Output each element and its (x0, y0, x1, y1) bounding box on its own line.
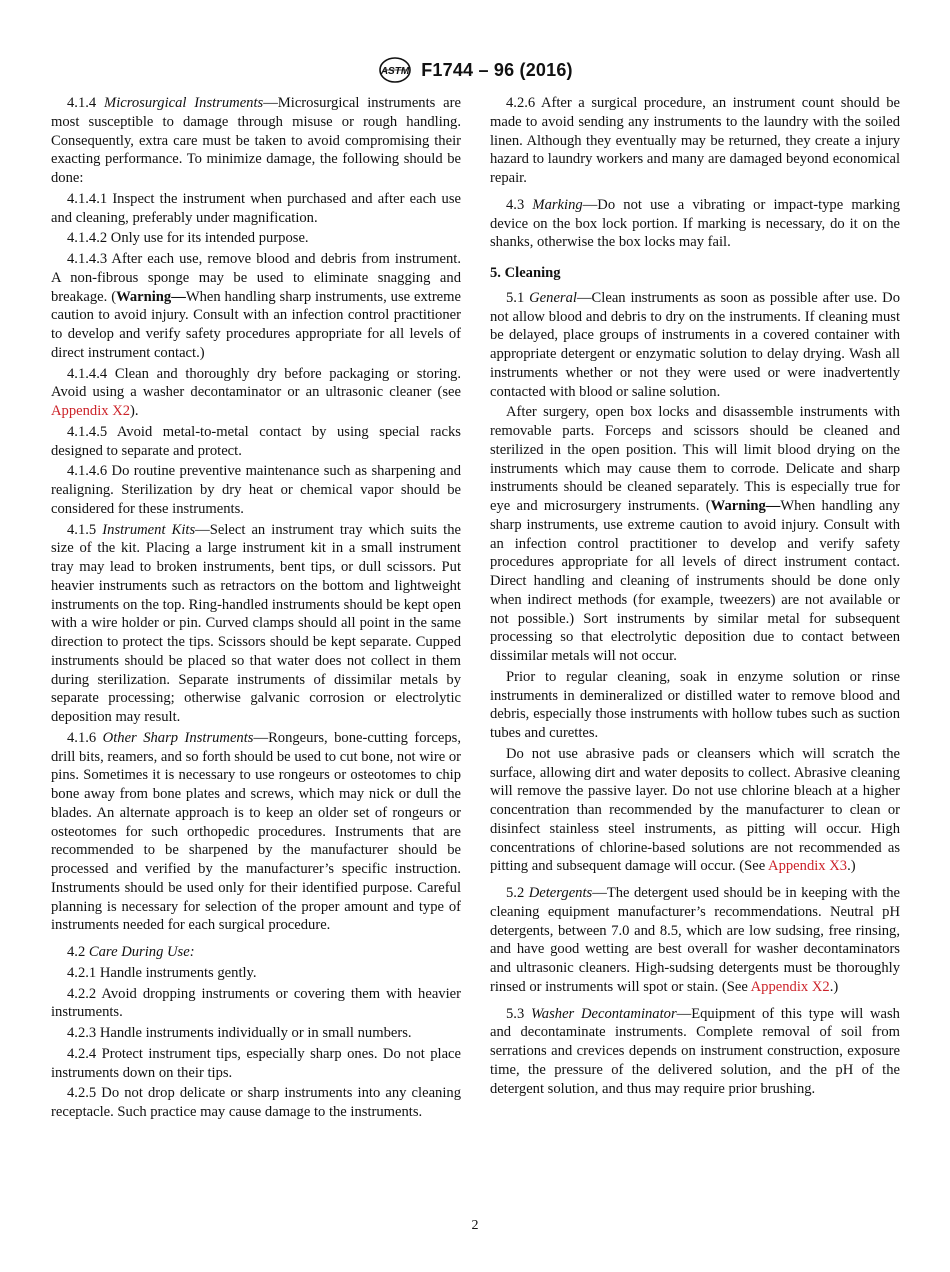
section-number: 4.2 (67, 944, 86, 960)
paragraph-5-3 (490, 1005, 900, 1099)
section-number: 4.1.5 (67, 521, 97, 538)
paragraph-4-1-4-3 (51, 250, 461, 363)
paragraph-4-3 (490, 196, 900, 252)
warning-label: Warning— (710, 498, 781, 514)
section-number: 4.1.4 (67, 95, 97, 111)
paragraph-tail: When handling sharp instruments, use extreme caution to avoid injury. Consult with an infection control practitioner to develop and verify safety procedures appropriate for all levels of direct instrument contact.) (51, 288, 461, 361)
paragraph-body: —The detergent used should be in keeping with the cleaning equipment manufacturer’s recommendations. Neutral pH detergents, between 7.0 and 8.5, which are low sudsing, free rinsing, and have good wetting are best overall for washer decontaminators and ultrasonic cleaners. High-sudsing detergents must be thoroughly rinsed or instruments will spot or stain. (See (490, 885, 900, 995)
paragraph-body: —Select an instrument tray which suits the size of the kit. Placing a large instrument kit in a small instrument tray may lead to broken instruments, bent tips, or dull scissors. Put heavier instruments such as retractors on the bottom and lightweight instruments on the top. Ring-handled instruments should be kept open with a wire holder or pin. Curved clamps should all point in the same direction to protect the tips. Scissors should be kept separate. Cupped instruments should be placed so that water does not collect in them during sterilization. Separate instruments of dissimilar metals by separate processing; otherwise galvanic corrosion or electrolytic deposition may result. (51, 521, 462, 725)
paragraph-4-1-6 (51, 729, 461, 935)
paragraph-tail: ). (130, 403, 139, 419)
paragraph-4-2-1: 4.2.1 Handle instruments gently. (67, 964, 257, 981)
section-number: 4.1.6 (67, 729, 97, 746)
appendix-x3-link[interactable]: Appendix X3 (768, 858, 848, 875)
paragraph-after-surgery (490, 403, 900, 666)
section-title: Washer Decontaminator (530, 1005, 677, 1022)
section-title: Marking (532, 196, 583, 213)
paragraph-body: —Microsurgical instruments are most susceptible to damage through misuse or rough handling. Consequently, extra care must be taken to avoid compromising their exacting performance. To minimize damage, the following should be done: (51, 95, 461, 186)
paragraph-lead: After surgery, open box locks and disassemble instruments with removable parts. Forceps and scissors should be cleaned and sterilized in the open position. This will limit blood drying on the instruments which may cause them to corrode. Delicate and sharp instruments should be cleaned separately. This is especially true for eye and microsurgery instruments. ( (490, 404, 900, 514)
paragraph-4-1-4 (51, 94, 461, 188)
paragraph-prior-cleaning: Prior to regular cleaning, soak in enzyme solution or rinse instruments in demineralized or distilled water to remove blood and debris, especially those instruments with hollow tubes such as suction tubes and curettes. (490, 668, 900, 741)
logo-text: ASTM (381, 66, 410, 77)
paragraph-tail: When handling any sharp instruments, use extreme caution to avoid injury. Consult with an infection control practitioner to develop and verify safety procedures appropriate for all levels of direct instrument contact. Direct handling and cleaning of instruments should be done only when indirect methods (for example, tweezers) are not available or not possible.) Sort instruments by similar metal for subsequent processing so that electrolytic deposition due to contact between dissimilar metals will not occur. (490, 498, 900, 664)
right-column (490, 94, 900, 1100)
paragraph-5-1 (490, 289, 900, 402)
paragraph-4-2 (51, 943, 461, 962)
page-number: 2 (471, 1218, 479, 1233)
section-title: Instrument Kits (102, 521, 196, 538)
paragraph-4-1-4-6: 4.1.4.6 Do routine preventive maintenance such as sharpening and realigning. Sterilization by dry heat or chemical vapor should be considered for these instruments. (51, 463, 461, 517)
section-title: Other Sharp Instruments (102, 729, 254, 746)
paragraph-body: —Equipment of this type will wash and decontaminate instruments. Complete removal of soil from serrations and crevices depends on instrument construction, exposure time, the pressure of the delivered solution, and the pH of the detergent solution, and thus may require prior brushing. (490, 1005, 900, 1097)
section-title: General (529, 289, 577, 306)
document-designation: F1744 – 96 (2016) (421, 59, 573, 80)
paragraph-lead: 4.1.4.4 Clean and thoroughly dry before packaging or storing. Avoid using a washer decontaminator or an ultrasonic cleaner (see (51, 365, 461, 401)
section-5-heading: 5. Cleaning (490, 265, 561, 281)
astm-logo (377, 56, 413, 84)
paragraph-4-2-3: 4.2.3 Handle instruments individually or in small numbers. (67, 1025, 412, 1041)
paragraph-4-1-4-5: 4.1.4.5 Avoid metal-to-metal contact by using special racks designed to separate and protect. (51, 423, 461, 459)
section-number: 4.3 (506, 196, 525, 213)
paragraph-abrasive (490, 745, 900, 876)
section-number: 5.2 (506, 885, 525, 901)
paragraph-4-1-4-4 (51, 365, 461, 421)
paragraph-4-2-6: 4.2.6 After a surgical procedure, an instrument count should be made to avoid sending any instruments to the laundry with the soiled linen. Although they eventually may be returned, they create a injury hazard to laundry workers and many are damaged beyond economical repair. (490, 95, 900, 186)
paragraph-4-2-2: 4.2.2 Avoid dropping instruments or covering them with heavier instruments. (51, 985, 461, 1021)
paragraph-4-2-4: 4.2.4 Protect instrument tips, especially sharp ones. Do not place instruments down on their tips. (51, 1045, 461, 1081)
paragraph-lead: 4.1.4.3 After each use, remove blood and debris from instrument. A non-fibrous sponge may be used to eliminate snagging and breakage. ( (51, 251, 461, 305)
left-column (51, 94, 461, 1124)
paragraph-tail: .) (829, 978, 839, 995)
paragraph-4-1-5 (51, 521, 461, 727)
paragraph-4-1-4-1: 4.1.4.1 Inspect the instrument when purchased and after each use and cleaning, preferably under magnification. (51, 190, 461, 226)
section-title: Detergents (528, 885, 593, 901)
paragraph-body: —Clean instruments as soon as possible after use. Do not allow blood and debris to dry on the instruments. If cleaning must be delayed, place groups of instruments in a covered container with appropriate detergent or enzymatic solution to delay drying. Wash all instruments whether or not they were used or were inadvertently contacted with blood or saline solution. (490, 289, 900, 400)
appendix-x2-link[interactable]: Appendix X2 (51, 403, 131, 419)
paragraph-body: —Do not use a vibrating or impact-type marking device on the box lock portion. If marking is necessary, do it on the shanks, otherwise the box locks may fail. (490, 196, 900, 251)
paragraph-lead: Do not use abrasive pads or cleansers which will scratch the surface, allowing dirt and water deposits to collect. Abrasive cleaning will remove the passive layer. Do not use chlorine bleach at a higher concentration than recommended by the manufacturer to clean or disinfect stainless steel instruments, as pitting will occur. High concentrations of chlorine-based solutions are not recommended as pitting and subsequent damage will occur. (See (490, 745, 900, 875)
paragraph-tail: .) (847, 858, 856, 875)
section-title: Microsurgical Instruments (104, 95, 264, 111)
paragraph-body: —Rongeurs, bone-cutting forceps, drill bits, reamers, and so forth should be used to cut bone, not wire or pins. Sometimes it is necessary to use rongeurs or osteotomes to chip bone away from bone plates and screws, which may nick or dull the blades. An alternate approach is to keep an older set of rongeurs or osteotomes for such orthopedic procedures. Instruments that are recommended to be sharpened by the manufacturer should be processed and verified by the manufacturer’s specific instruction. Instruments should be used only for their identified purpose. Careful planning is necessary for selection of the proper amount and type of instruments needed for each surgical procedure. (51, 729, 461, 934)
section-number: 5.1 (506, 289, 525, 306)
page-header (0, 56, 950, 84)
paragraph-4-1-4-2: 4.1.4.2 Only use for its intended purpose. (67, 230, 309, 247)
warning-label: Warning— (116, 288, 186, 305)
paragraph-4-2-5: 4.2.5 Do not drop delicate or sharp instruments into any cleaning receptacle. Such practice may cause damage to the instruments. (51, 1085, 461, 1120)
section-title: Care During Use: (88, 944, 195, 960)
paragraph-5-2 (490, 884, 900, 997)
appendix-x2-link[interactable]: Appendix X2 (750, 978, 830, 995)
section-number: 5.3 (506, 1005, 525, 1022)
